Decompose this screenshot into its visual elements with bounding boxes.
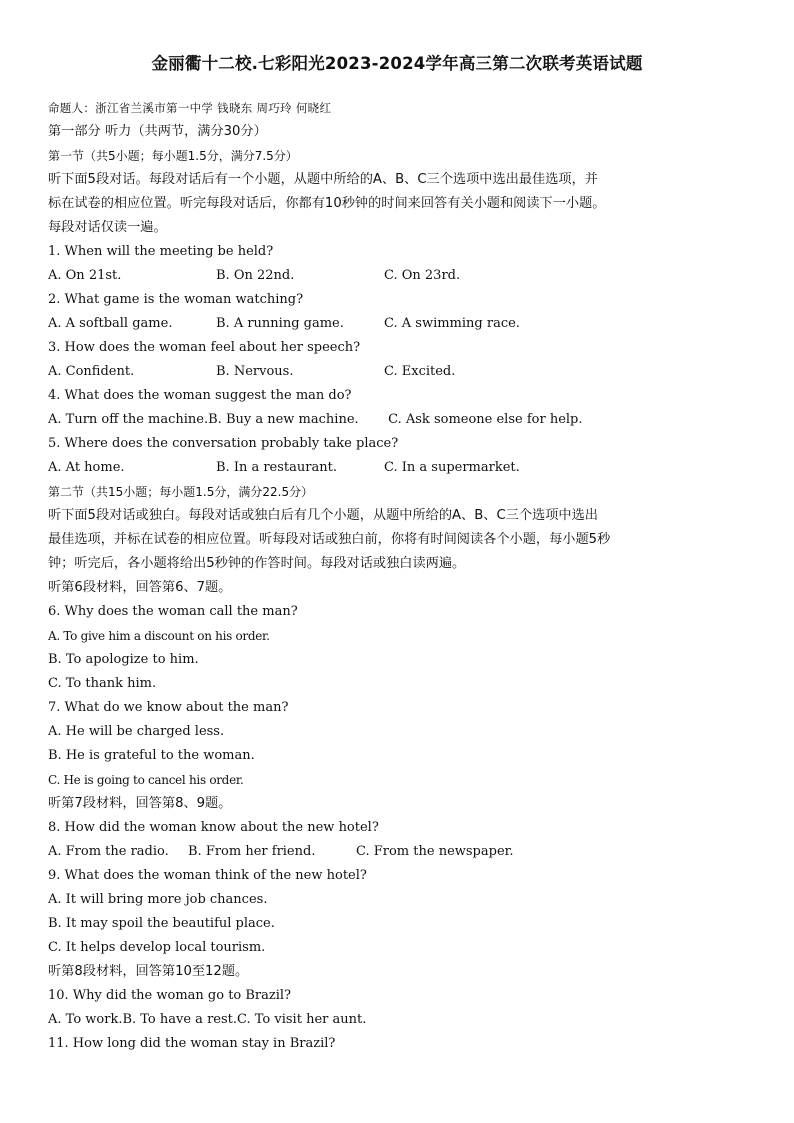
option-a: A. To work. (48, 1012, 123, 1027)
option-b: B. Buy a new machine. (208, 412, 359, 427)
option-b: B. In a restaurant. (216, 460, 337, 475)
question-8: 8. How did the woman know about the new hotel? (48, 820, 379, 835)
question-9-option-c: C. It helps develop local tourism. (48, 940, 266, 955)
question-8-options (48, 840, 748, 864)
option-b: B. Nervous. (216, 364, 294, 379)
option-c: C. Ask someone else for help. (388, 412, 583, 427)
question-10: 10. Why did the woman go to Brazil? (48, 988, 292, 1003)
section2-instruction-2: 最佳选项，并标在试卷的相应位置。听每段对话或独白前，你将有时间阅读各个小题，每小题5秒 (48, 532, 611, 547)
option-c: C. From the newspaper. (356, 844, 514, 859)
section2-heading: 第二节（共15小题；每小题1.5分，满分22.5分） (48, 485, 314, 499)
option-b: B. To have a rest. (122, 1012, 238, 1027)
option-c: C. On 23rd. (384, 268, 461, 283)
exam-title: 金丽衢十二校.七彩阳光2023-2024学年高三第二次联考英语试题 (151, 54, 643, 73)
option-a: A. From the radio. (48, 844, 169, 859)
option-a: A. A softball game. (48, 316, 173, 331)
section2-instruction-1: 听下面5段对话或独白。每段对话或独白后有几个小题，从题中所给的A、B、C三个选项中选出 (48, 508, 598, 523)
section1-instruction-3: 每段对话仅读一遍。 (48, 220, 167, 235)
question-7-option-c: C. He is going to cancel his order. (48, 773, 244, 787)
question-3: 3. How does the woman feel about her speech? (48, 340, 361, 355)
question-6-option-c: C. To thank him. (48, 676, 157, 691)
option-c: C. Excited. (384, 364, 456, 379)
question-7-option-a: A. He will be charged less. (48, 724, 225, 739)
question-11: 11. How long did the woman stay in Brazil? (48, 1036, 336, 1051)
part1-heading: 第一部分 听力（共两节，满分30分） (48, 124, 267, 139)
question-6: 6. Why does the woman call the man? (48, 604, 298, 619)
question-2: 2. What game is the woman watching? (48, 292, 304, 307)
exam-content (48, 96, 748, 1056)
question-9-option-a: A. It will bring more job chances. (48, 892, 268, 907)
question-6-option-b: B. To apologize to him. (48, 652, 199, 667)
option-c: C. A swimming race. (384, 316, 520, 331)
question-1-options (48, 264, 748, 288)
section1-instruction-2: 标在试卷的相应位置。听完每段对话后，你都有10秒钟的时间来回答有关小题和阅读下一小题。 (48, 196, 606, 211)
material-6-heading: 听第6段材料，回答第6、7题。 (48, 580, 232, 595)
question-5: 5. Where does the conversation probably take place? (48, 436, 399, 451)
question-7-option-b: B. He is grateful to the woman. (48, 748, 255, 763)
question-7: 7. What do we know about the man? (48, 700, 289, 715)
option-a: A. Confident. (48, 364, 135, 379)
question-10-options (48, 1008, 748, 1032)
section1-heading: 第一节（共5小题；每小题1.5分，满分7.5分） (48, 149, 298, 163)
question-4: 4. What does the woman suggest the man do? (48, 388, 352, 403)
section2-instruction-3: 钟；听完后，各小题将给出5秒钟的作答时间。每段对话或独白读两遍。 (48, 556, 466, 571)
question-9: 9. What does the woman think of the new hotel? (48, 868, 367, 883)
option-a: A. Turn off the machine. (48, 412, 209, 427)
material-8-heading: 听第8段材料，回答第10至12题。 (48, 964, 249, 979)
author-line: 命题人：浙江省兰溪市第一中学 钱晓东 周巧玲 何晓红 (48, 101, 332, 115)
option-a: A. On 21st. (48, 268, 122, 283)
section1-instruction-1: 听下面5段对话。每段对话后有一个小题，从题中所给的A、B、C三个选项中选出最佳选项，并 (48, 172, 598, 187)
option-c: C. To visit her aunt. (237, 1012, 367, 1027)
question-3-options (48, 360, 748, 384)
question-2-options (48, 312, 748, 336)
option-a: A. At home. (48, 460, 125, 475)
option-b: B. A running game. (216, 316, 344, 331)
material-7-heading: 听第7段材料，回答第8、9题。 (48, 796, 232, 811)
option-b: B. From her friend. (188, 844, 316, 859)
question-9-option-b: B. It may spoil the beautiful place. (48, 916, 275, 931)
question-6-option-a: A. To give him a discount on his order. (48, 629, 270, 643)
question-4-options (48, 408, 748, 432)
question-5-options (48, 456, 748, 480)
question-1: 1. When will the meeting be held? (48, 244, 274, 259)
option-c: C. In a supermarket. (384, 460, 520, 475)
option-b: B. On 22nd. (216, 268, 295, 283)
